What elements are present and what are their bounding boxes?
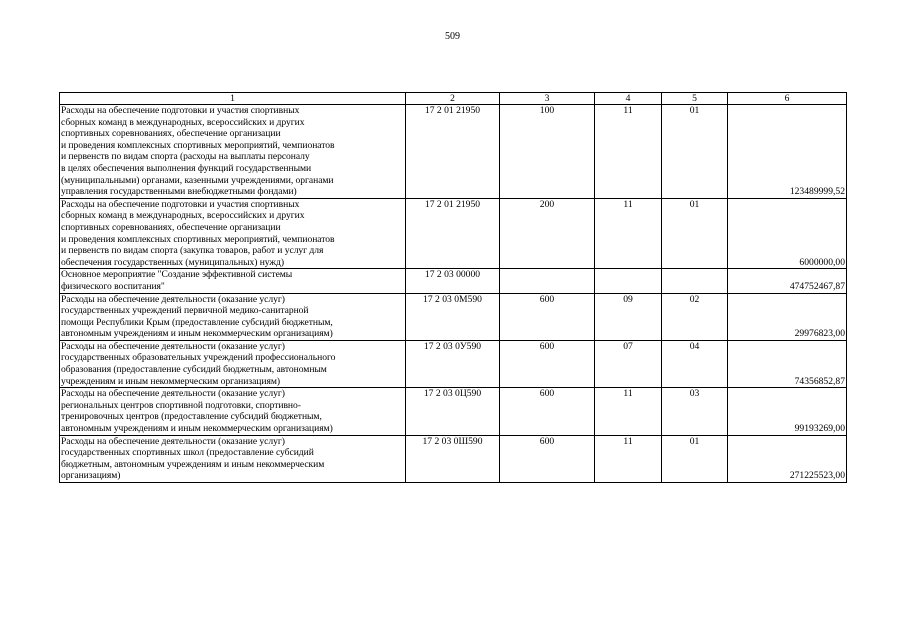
row-subsection: 01 <box>662 435 728 482</box>
row-expense-type: 100 <box>500 105 595 199</box>
table-row <box>60 269 847 293</box>
page-number: 509 <box>445 31 460 42</box>
row-expense-type <box>500 269 595 293</box>
row-target-code: 17 2 01 21950 <box>406 198 500 269</box>
row-amount: 99193269,00 <box>728 388 847 435</box>
row-subsection: 02 <box>662 293 728 340</box>
table-row <box>60 435 847 482</box>
row-amount: 123489999,52 <box>728 105 847 199</box>
column-header-2: 2 <box>406 93 500 105</box>
column-header-3: 3 <box>500 93 595 105</box>
table-row <box>60 105 847 199</box>
table-header-row <box>60 93 847 105</box>
row-section <box>595 269 662 293</box>
row-subsection: 04 <box>662 340 728 387</box>
column-header-6: 6 <box>728 93 847 105</box>
row-amount: 29976823,00 <box>728 293 847 340</box>
budget-table <box>59 92 847 483</box>
row-target-code: 17 2 03 0Ц590 <box>406 388 500 435</box>
column-header-1: 1 <box>60 93 406 105</box>
row-subsection: 01 <box>662 198 728 269</box>
row-target-code: 17 2 03 0М590 <box>406 293 500 340</box>
row-expense-type: 600 <box>500 340 595 387</box>
column-header-4: 4 <box>595 93 662 105</box>
row-description: Расходы на обеспечение деятельности (оказание услуг) региональных центров спортивной подготовки, спортивно- тренировочных центров (предоставление субсидий бюджетным, автономным учреждениям и иным некоммерческим организациям) <box>60 388 406 435</box>
row-target-code: 17 2 01 21950 <box>406 105 500 199</box>
row-target-code: 17 2 03 00000 <box>406 269 500 293</box>
row-description: Основное мероприятие "Создание эффективной системы физического воспитания" <box>60 269 406 293</box>
row-amount: 474752467,87 <box>728 269 847 293</box>
row-section: 11 <box>595 435 662 482</box>
row-section: 11 <box>595 105 662 199</box>
row-section: 09 <box>595 293 662 340</box>
row-subsection: 01 <box>662 105 728 199</box>
row-description: Расходы на обеспечение подготовки и участия спортивных сборных команд в международных, всероссийских и других спортивных соревнованиях, обеспечение организации и проведения комплексных спортивных мероприятий, чемпионатов и первенств по видам спорта (закупка товаров, работ и услуг для обеспечения государственных (муниципальных) нужд) <box>60 198 406 269</box>
row-description: Расходы на обеспечение деятельности (оказание услуг) государственных спортивных школ (предоставление субсидий бюджетным, автономным учреждениям и иным некоммерческим организациям) <box>60 435 406 482</box>
row-expense-type: 600 <box>500 388 595 435</box>
row-expense-type: 200 <box>500 198 595 269</box>
row-description: Расходы на обеспечение деятельности (оказание услуг) государственных учреждений первичной медико-санитарной помощи Республики Крым (предоставление субсидий бюджетным, автономным учреждениям и иным некоммерческим организациям) <box>60 293 406 340</box>
table-row <box>60 198 847 269</box>
row-subsection <box>662 269 728 293</box>
row-target-code: 17 2 03 0У590 <box>406 340 500 387</box>
row-amount: 271225523,00 <box>728 435 847 482</box>
row-amount: 6000000,00 <box>728 198 847 269</box>
row-description: Расходы на обеспечение подготовки и участия спортивных сборных команд в международных, всероссийских и других спортивных соревнованиях, обеспечение организации и проведения комплексных спортивных мероприятий, чемпионатов и первенств по видам спорта (расходы на выплаты персоналу в целях обеспечения выполнения функций государственными (муниципальными) органами, казенными учреждениями, органами управления государственными внебюджетными фондами) <box>60 105 406 199</box>
row-section: 11 <box>595 388 662 435</box>
row-target-code: 17 2 03 0Ш590 <box>406 435 500 482</box>
row-section: 11 <box>595 198 662 269</box>
table-row <box>60 388 847 435</box>
row-description: Расходы на обеспечение деятельности (оказание услуг) государственных образовательных учреждений профессионального образования (предоставление субсидий бюджетным, автономным учреждениям и иным некоммерческим организациям) <box>60 340 406 387</box>
row-subsection: 03 <box>662 388 728 435</box>
row-expense-type: 600 <box>500 435 595 482</box>
table-row <box>60 340 847 387</box>
table-row <box>60 293 847 340</box>
row-amount: 74356852,87 <box>728 340 847 387</box>
column-header-5: 5 <box>662 93 728 105</box>
row-expense-type: 600 <box>500 293 595 340</box>
row-section: 07 <box>595 340 662 387</box>
